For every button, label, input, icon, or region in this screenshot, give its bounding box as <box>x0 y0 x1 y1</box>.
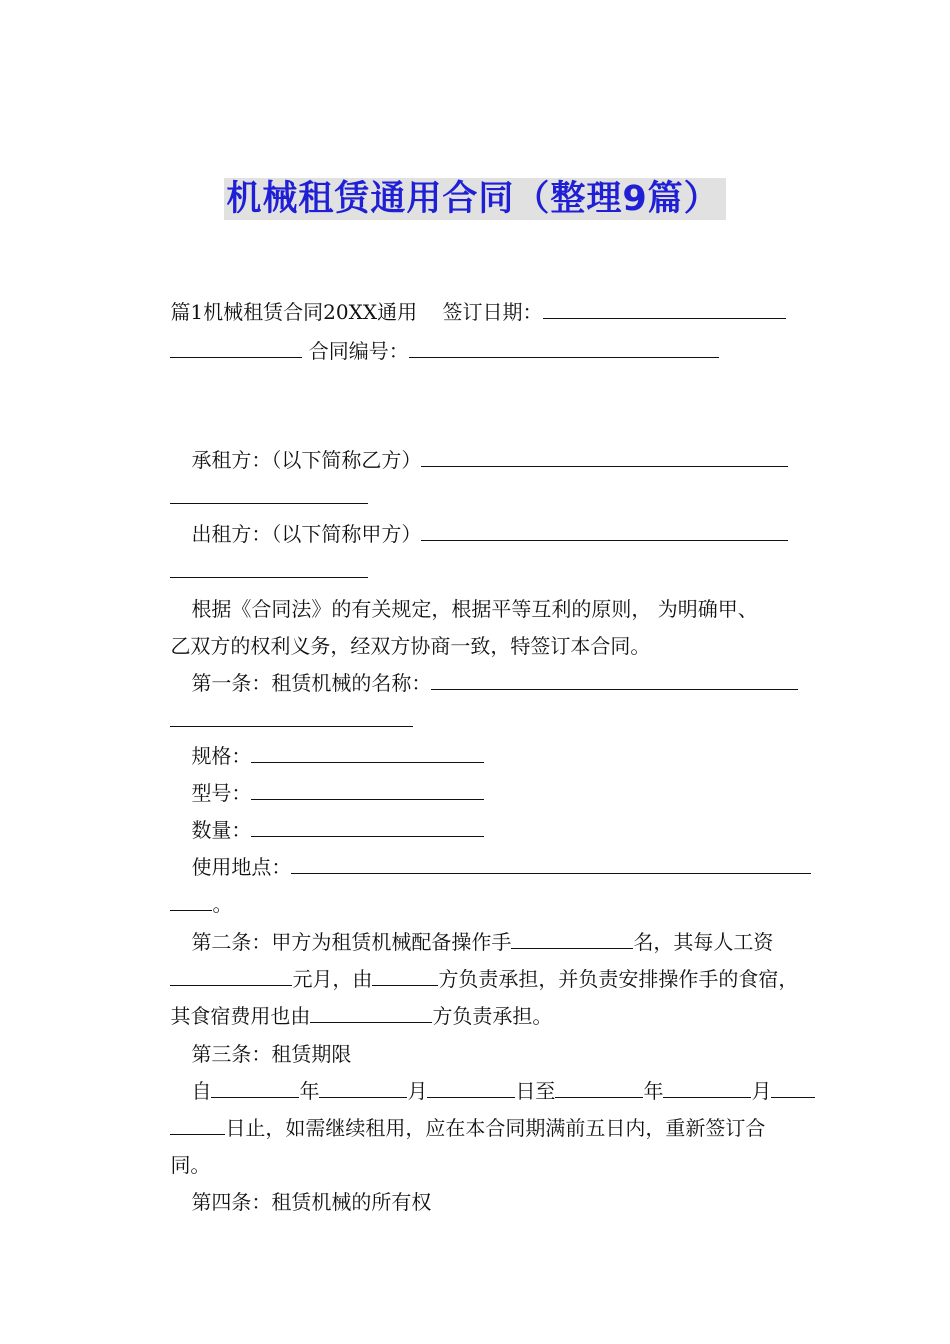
preamble-text-2: 乙双方的权利义务，经双方协商一致，特签订本合同。 <box>170 634 651 658</box>
contract-number-blank[interactable] <box>409 339 719 358</box>
year-label-2: 年 <box>643 1079 664 1103</box>
preamble-text-1: 根据《合同法》的有关规定，根据平等互利的原则， 为明确甲、 <box>191 597 758 621</box>
machine-name-blank[interactable] <box>431 671 798 690</box>
article-2-text-3: 元月，由 <box>292 967 373 991</box>
month-label-1: 月 <box>407 1079 428 1103</box>
article-3-line-2 <box>145 1086 765 1170</box>
model-label: 型号： <box>191 781 252 805</box>
to-label: 日至 <box>515 1079 556 1103</box>
article-2-text-4: 方负责承担，并负责安排操作手的食宿， <box>438 967 799 991</box>
article-2-text-1: 第二条：甲方为租赁机械配备操作手 <box>191 930 512 954</box>
location-line <box>166 825 811 909</box>
article-3-text-2: 同。 <box>170 1153 211 1177</box>
month-label-2: 月 <box>751 1079 772 1103</box>
location-end-mark: 。 <box>212 892 233 916</box>
article-2-text-2: 名，其每人工资 <box>633 930 774 954</box>
article-3-label: 第三条：租赁期限 <box>191 1042 352 1066</box>
intro-text: 篇1机械租赁合同20XX通用 签订日期： <box>170 300 543 324</box>
year-label-1: 年 <box>299 1079 320 1103</box>
quantity-label: 数量： <box>191 818 252 842</box>
title-container <box>0 178 950 220</box>
from-label: 自 <box>191 1079 212 1103</box>
location-label: 使用地点： <box>191 855 292 879</box>
article-1-label: 第一条：租赁机械的名称： <box>191 671 432 695</box>
lessee-blank[interactable] <box>421 448 788 467</box>
end-day-blank[interactable] <box>771 1079 815 1098</box>
article-3-text-1: 日止，如需继续租用，应在本合同期满前五日内，重新签订合 <box>225 1116 766 1140</box>
article-4-heading <box>166 1160 431 1244</box>
lessor-label: 出租方：（以下简称甲方） <box>191 522 422 546</box>
contract-number-label: 合同编号： <box>308 339 409 363</box>
lessor-blank[interactable] <box>421 522 788 541</box>
intro-line-2 <box>145 309 719 393</box>
article-4-label: 第四条：租赁机械的所有权 <box>191 1190 432 1214</box>
spec-label: 规格： <box>191 744 252 768</box>
lessee-label: 承租方：（以下简称乙方） <box>191 448 422 472</box>
sign-date-blank-continued[interactable] <box>170 339 302 358</box>
article-2-text-5: 其食宿费用也由 <box>170 1004 311 1028</box>
article-2-text-6: 方负责承担。 <box>432 1004 553 1028</box>
location-blank[interactable] <box>291 855 811 874</box>
document-title: 机械租赁通用合同（整理9篇） <box>224 178 725 220</box>
